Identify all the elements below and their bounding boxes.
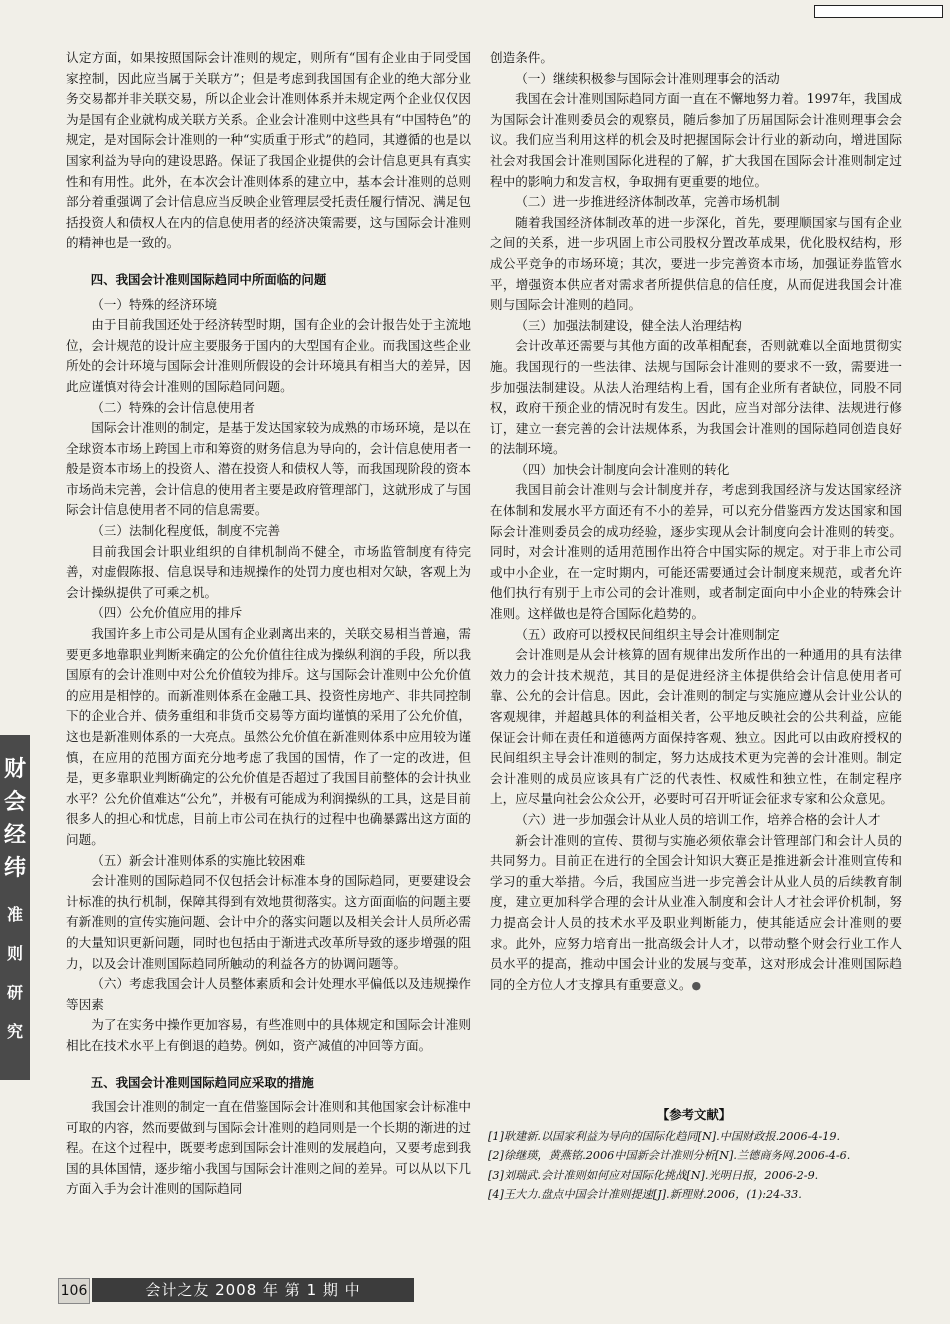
- subsection-heading: （一）特殊的经济环境: [91, 296, 218, 312]
- sidebar-subchar: 究: [6, 1022, 23, 1041]
- paragraph-text: 新会计准则的宣传、贯彻与实施必须依靠会计管理部门和会计人员的共同努力。目前正在进行的全国会计知识大赛正是推进新会计准则宣传和学习的重大举措。今后，我国应当进一步完善会计从业人员的后续教育制度，建立更加科学合理的会计从业准入制度和会计人才社会评价机制，努力提高会计人员的技术水平及职业判断能力，使其能适应会计准则的要求。此外，应努力培育出一批高级会计人才，以带动整个财会行业工作人员水平的提高，推动中国会计业的发展与变革，这对形成会计准则国际趋同的全方位人才支撑具有重要意义。: [490, 832, 902, 992]
- paragraph: 我国在会计准则国际趋同方面一直在不懈地努力着。1997年，我国成为国际会计准则委员会的观察员，随后参加了历届国际会计准则理事会会议。我们应当利用这样的机会及时把握国际会计行业的新动向，增进国际社会对我国会计准则国际化进程的了解，扩大我国在国际会计准则制定过程中的影响力和发言权，争取拥有更重要的地位。: [490, 91, 902, 189]
- subsection-heading: （一）继续积极参与国际会计准则理事会的活动: [515, 70, 780, 86]
- left-column: [66, 48, 471, 1200]
- paragraph: 我国目前会计准则与会计制度并存，考虑到我国经济与发达国家经济在体制和发展水平方面还有不小的差异，可以充分借鉴西方发达国家和国际会计准则委员会的成功经验，逐步实现从会计制度向会计准则的转变。同时，对会计准则的适用范围作出符合中国实际的规定。对于非上市公司或中小企业，在一定时期内，可能还需要通过会计制度来规范，或者允许他们执行有别于上市公司的会计准则，或者制定面向中小企业的特殊会计准则。这样做也是符合国际化趋势的。: [490, 482, 902, 622]
- subsection-heading: （三）法制化程度低，制度不完善: [91, 523, 281, 539]
- right-column: [490, 48, 902, 996]
- journal-issue: 会计之友 2008 年 第 1 期 中: [92, 1278, 414, 1302]
- subsection-heading: （四）公允价值应用的排斥: [91, 605, 243, 621]
- paragraph: 我国许多上市公司是从国有企业剥离出来的，关联交易相当普遍，需要更多地靠职业判断来确定的公允价值往往成为操纵利润的手段，所以我国原有的会计准则中对公允价值较为排斥。这与国际会计准则中公允价值的应用是相悖的。而新准则体系在金融工具、投资性房地产、非共同控制下的企业合并、债务重组和非货币交易等方面均谨慎的采用了公允价值，这也是新准则体系的一大亮点。虽然公允价值在新准则体系中应用较为谨慎，在应用的范围方面充分地考虑了我国的国情，作了一定的改进，但是，更多靠职业判断确定的公允价值是否超过了我国目前整体的会计执业水平？公允价值难达“公允”，并极有可能成为利润操纵的工具，这是目前很多人的担心和忧虑，目前上市公司在执行的过程中也确暴露出这方面的问题。: [66, 626, 471, 847]
- reference-item: [1]耿建新.以国家利益为导向的国际化趋同[N].中国财政报.2006-4-19.: [488, 1130, 841, 1144]
- subsection-heading: （五）政府可以授权民间组织主导会计准则制定: [515, 626, 780, 642]
- sidebar-tab: [0, 735, 30, 1080]
- paragraph: 为了在实务中操作更加容易，有些准则中的具体规定和国际会计准则相比在技术水平上有倒退的趋势。例如，资产减值的冲回等方面。: [66, 1017, 471, 1053]
- paragraph: 创造条件。: [490, 50, 553, 65]
- subsection-heading: （六）进一步加强会计从业人员的培训工作，培养合格的会计人才: [515, 811, 881, 827]
- paragraph: 会计改革还需要与其他方面的改革相配套，否则就难以全面地贯彻实施。我国现行的一些法律、法规与国际会计准则的要求不一致，需要进一步加强法制建设。从法人治理结构上看，国有企业所有者缺位，同股不同权，政府干预企业的情况时有发生。因此，应当对部分法律、法规进行修订，建立一套完善的会计法规体系，为我国会计准则的国际趋同创造良好的法制环境。: [490, 338, 902, 457]
- sidebar-subchar: 研: [6, 983, 23, 1002]
- sidebar-char: 纬: [3, 856, 26, 881]
- reference-item: [4]王大力.盘点中国会计准则提速[J].新理财.2006，(1):24-33.: [488, 1187, 802, 1201]
- paragraph: 我国会计准则的制定一直在借鉴国际会计准则和其他国家会计标准中可取的内容，然而要做到与国际会计准则的趋同则是一个长期的渐进的过程。在这个过程中，既要考虑到国际会计准则的发展趋向，又要考虑到我国的具体国情，逐步缩小我国与国际会计准则之间的差异。可以从以下几方面入手为会计准则的国际趋同: [66, 1099, 471, 1197]
- sidebar-char: 经: [3, 823, 26, 848]
- header-box: [814, 5, 943, 18]
- sidebar-char: 会: [3, 790, 26, 815]
- section-heading: 五、我国会计准则国际趋同应采取的措施: [90, 1074, 314, 1090]
- sidebar-subchar: 准: [6, 905, 23, 924]
- reference-item: [2]徐继瑛，黄燕铭.2006中国新会计准则分析[N].兰德商务网.2006-4-6.: [488, 1149, 851, 1163]
- subsection-heading: （五）新会计准则体系的实施比较困难: [91, 852, 306, 868]
- sidebar-subchar: 则: [6, 944, 23, 963]
- page-number: 106: [58, 1278, 90, 1304]
- paragraph: 会计准则是从会计核算的固有规律出发所作出的一种通用的具有法律效力的会计技术规范，其目的是促进经济主体提供给会计信息使用者可靠、公允的会计信息。因此，会计准则的制定与实施应遵从会计业公认的客观规律，并超越具体的利益相关者，公平地反映社会的公共利益，应能保证会计师在责任和道德两方面保持客观、独立。因此可以由政府授权的民间组织主导会计准则的制定，努力达成技术更为完善的会计准则。制定会计准则的成员应该具有广泛的代表性、权威性和独立性，在制定程序上，应尽量向社会公众公开，必要时可召开听证会征求专家和公众意见。: [490, 647, 902, 807]
- subsection-heading: （三）加强法制建设，健全法人治理结构: [515, 317, 742, 333]
- references: [488, 1105, 900, 1204]
- sidebar-char: 财: [3, 757, 26, 782]
- subsection-heading: （二）进一步推进经济体制改革，完善市场机制: [515, 194, 780, 210]
- paragraph: 认定方面，如果按照国际会计准则的规定，则所有“国有企业由于同受国家控制，因此应当属于关联方”；但是考虑到我国国有企业的绝大部分业务交易都并非关联交易，所以企业会计准则体系并未规定两个企业仅仅因为是国有企业就构成关联方关系。企业会计准则中这些具有“中国特色”的规定，是对国际会计准则的一种“实质重于形式”的趋同，其遵循的也是以国家利益为导向的建设思路。保证了我国企业提供的会计信息更具有真实性和有用性。此外，在本次会计准则体系的建立中，基本会计准则的总则部分着重强调了会计信息应当反映企业管理层受托责任履行情况、满足包括投资人和债权人在内的信息使用者的经济决策需要，这与国际会计准则的精神也是一致的。: [66, 50, 471, 251]
- paragraph: [490, 831, 902, 997]
- subsection-heading: （六）考虑我国会计人员整体素质和会计处理水平偏低以及违规操作等因素: [66, 976, 471, 1012]
- paragraph: 国际会计准则的制定，是基于发达国家较为成熟的市场环境，是以在全球资本市场上跨国上市和筹资的财务信息为导向的，会计信息使用者一般是资本市场上的投资人、潜在投资人和债权人等，而我国现阶段的资本市场尚未完善，会计信息的使用者主要是政府管理部门，这就形成了与国际会计信息使用者不同的信息需要。: [66, 420, 471, 518]
- section-heading: 四、我国会计准则国际趋同中所面临的问题: [90, 271, 327, 287]
- paragraph: 目前我国会计职业组织的自律机制尚不健全，市场监管制度有待完善，对虚假陈报、信息误导和违规操作的处罚力度也相对欠缺，客观上为会计操纵提供了可乘之机。: [66, 543, 471, 600]
- end-mark-icon: ●: [691, 978, 702, 992]
- reference-item: [3]刘瑞武.会计准则如何应对国际化挑战[N].光明日报，2006-2-9.: [488, 1168, 819, 1182]
- references-title: 【参考文献】: [656, 1107, 732, 1122]
- paragraph: 随着我国经济体制改革的进一步深化，首先，要理顺国家与国有企业之间的关系，进一步巩固上市公司股权分置改革成果，优化股权结构，形成公平竞争的市场环境；其次，要进一步完善资本市场，加强证券监管水平，增强资本供应者对需求者所提供信息的信任度，从而促进我国会计准则与国际会计准则的趋同。: [490, 214, 902, 313]
- subsection-heading: （四）加快会计制度向会计准则的转化: [515, 461, 730, 477]
- paragraph: 由于目前我国还处于经济转型时期，国有企业的会计报告处于主流地位，会计规范的设计应主要服务于国内的大型国有企业。而我国这些企业所处的会计环境与国际会计准则所假设的会计环境具有相当大的差异，因此应谨慎对待会计准则的国际趋同问题。: [66, 317, 471, 394]
- paragraph: 会计准则的国际趋同不仅包括会计标准本身的国际趋同，更要建设会计标准的执行机制，保障其得到有效地贯彻落实。这方面面临的问题主要有新准则的宣传实施问题、会计中介的落实问题以及相关会计人员所必需的大量知识更新问题，同时也包括由于渐进式改革所导致的逐步增强的阻力，以及会计准则国际趋同所触动的利益各方的协调问题等。: [66, 873, 471, 971]
- subsection-heading: （二）特殊的会计信息使用者: [91, 399, 255, 415]
